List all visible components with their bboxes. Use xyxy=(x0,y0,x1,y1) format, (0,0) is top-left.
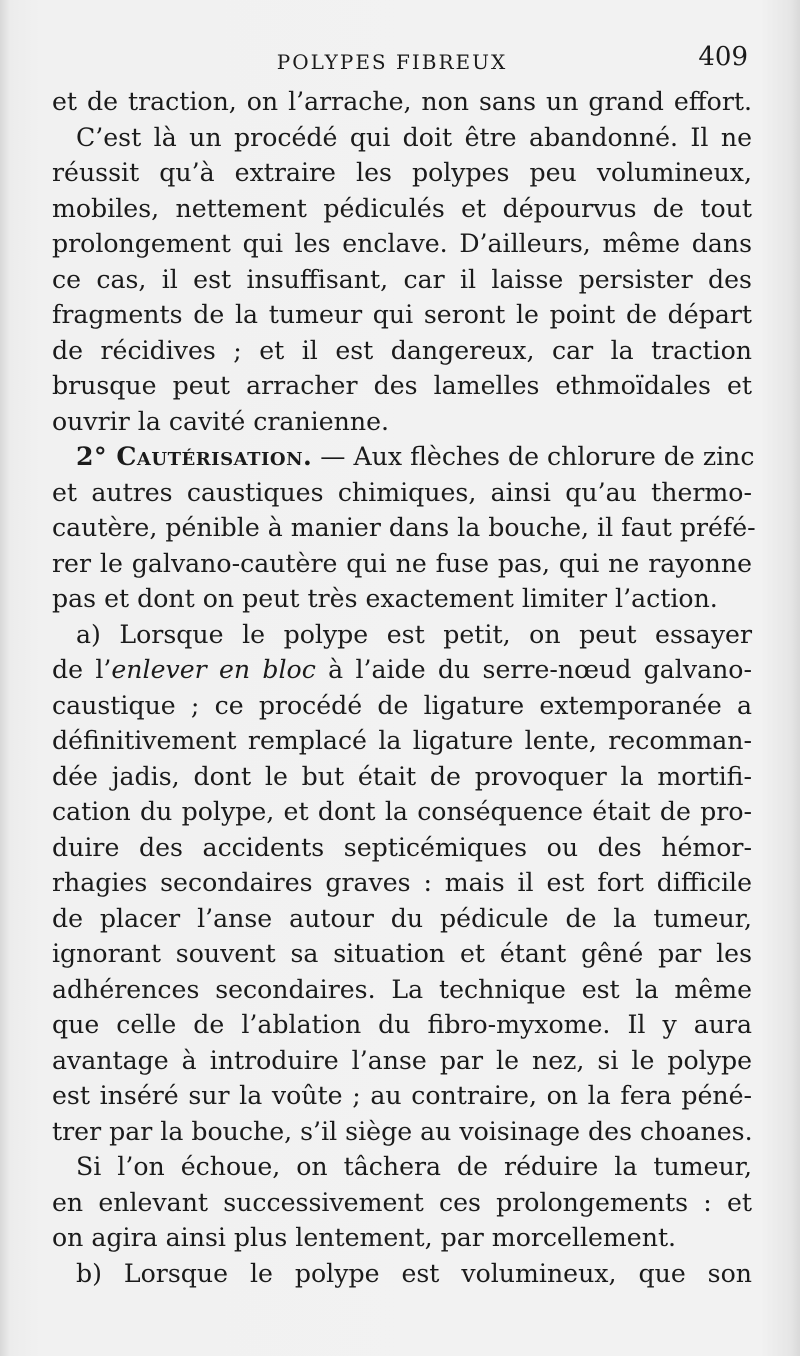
text-line: dée jadis, dont le but était de provoquer la mortifi- xyxy=(52,761,752,791)
text-line: adhérences secondaires. La technique est la même xyxy=(52,974,752,1004)
text-line: réussit qu’à extraire les polypes peu volumineux, xyxy=(52,158,752,187)
text-line: on agira ainsi plus lentement, par morcellement. xyxy=(52,1223,677,1252)
text-line: rer le galvano-cautère qui ne fuse pas, qui ne rayonne xyxy=(52,548,752,578)
text-line: rhagies secondaires graves : mais il est fort difficile xyxy=(52,868,752,897)
text-line: avantage à introduire l’anse par le nez, si le polype xyxy=(52,1045,752,1075)
text-line: et de traction, on l’arrache, non sans un grand effort. xyxy=(52,87,752,116)
text-line: ignorant souvent sa situation et étant gêné par les xyxy=(52,939,752,968)
text-fragment: — Aux flèches de chlorure de zinc xyxy=(312,442,755,471)
text-line: trer par la bouche, s’il siège au voisinage des choanes. xyxy=(52,1116,753,1146)
text-line: a) Lorsque le polype est petit, on peut essayer xyxy=(76,619,752,649)
section-heading: 2° Cautérisation. xyxy=(76,441,313,471)
section-heading-line xyxy=(52,439,755,475)
text-line: C’est là un procédé qui doit être abandonné. Il ne xyxy=(76,122,752,152)
text-line: fragments de la tumeur qui seront le point de départ xyxy=(52,300,752,329)
text-line: b) Lorsque le polype est volumineux, que son xyxy=(76,1258,752,1288)
text-line: définitivement remplacé la ligature lente, recomman- xyxy=(52,726,752,755)
text-line: et autres caustiques chimiques, ainsi qu’au thermo- xyxy=(52,477,752,507)
text-line: de récidives ; et il est dangereux, car la traction xyxy=(52,335,752,365)
text-line: cation du polype, et dont la conséquence était de pro- xyxy=(52,797,752,826)
text-fragment: de l’ xyxy=(52,655,112,684)
running-title: POLYPES FIBREUX xyxy=(276,50,508,74)
text-line: prolongement qui les enclave. D’ailleurs, même dans xyxy=(52,229,752,258)
text-line-with-emphasis xyxy=(52,652,752,688)
text-line: ce cas, il est insuffisant, car il laisse persister des xyxy=(52,264,752,294)
running-header xyxy=(52,30,752,84)
emphasis-text: enlever en bloc xyxy=(111,655,316,684)
body-text xyxy=(52,84,756,1291)
book-page xyxy=(52,30,756,1291)
text-line: est inséré sur la voûte ; au contraire, on la fera péné- xyxy=(52,1081,752,1110)
text-line: brusque peut arracher des lamelles ethmoïdales et xyxy=(52,371,752,400)
text-line: cautère, pénible à manier dans la bouche, il faut préfé- xyxy=(52,513,756,542)
text-line: que celle de l’ablation du fibro-myxome. Il y aura xyxy=(52,1010,752,1039)
page-number: 409 xyxy=(698,42,748,72)
text-line: en enlevant successivement ces prolongements : et xyxy=(52,1187,752,1217)
text-line: de placer l’anse autour du pédicule de la tumeur, xyxy=(52,903,752,933)
text-line: duire des accidents septicémiques ou des hémor- xyxy=(52,832,752,862)
text-line: ouvrir la cavité cranienne. xyxy=(52,406,389,436)
text-line: pas et dont on peut très exactement limiter l’action. xyxy=(52,584,718,613)
text-line: caustique ; ce procédé de ligature extemporanée a xyxy=(52,690,752,720)
text-line: mobiles, nettement pédiculés et dépourvus de tout xyxy=(52,193,752,223)
text-line: Si l’on échoue, on tâchera de réduire la tumeur, xyxy=(76,1152,752,1181)
text-fragment: à l’aide du serre-nœud galvano- xyxy=(315,655,752,684)
